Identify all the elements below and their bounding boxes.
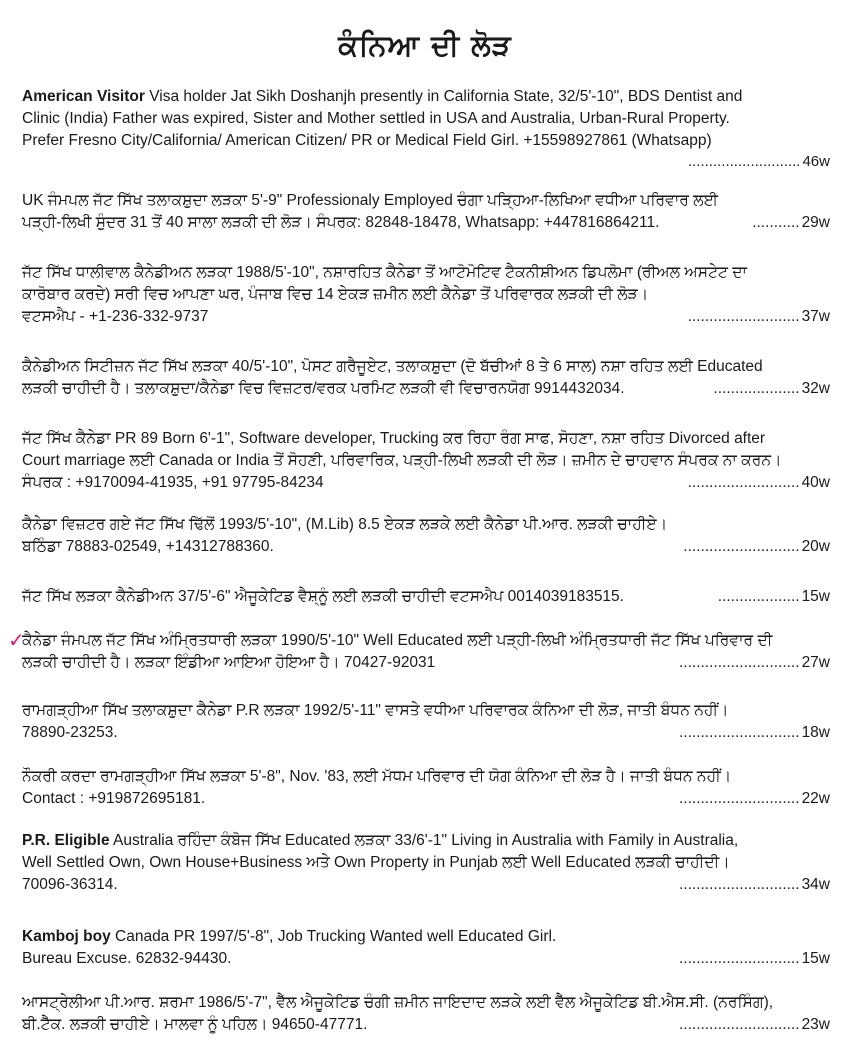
dot-leader: .......................... [687,308,800,325]
classified-ad [22,586,830,608]
ad-text-line: ਕੈਨੇਡੀਅਨ ਸਿਟੀਜ਼ਨ ਜੱਟ ਸਿੱਖ ਲੜਕਾ 40/5'-10", ਪੋਸਟ ਗਰੈਜੂਏਟ, ਤਲਾਕਸ਼ੁਦਾ (ਦੋ ਬੱਚੀਆਂ 8 ਤੇ 6 ਸਾਲ) ਨਸ਼ਾ ਰਹਿਤ ਲਈ Educated [22,358,763,375]
ad-text-line: American Visitor Visa holder Jat Sikh Doshanjh presently in California State, 32/5'-10", BDS Dentist and [22,88,743,105]
ad-text-line: Well Settled Own, Own House+Business ਅਤੇ Own Property in Punjab ਲਈ Well Educated ਲੜਕੀ ਚਾਹੀਦੀ। [22,854,730,871]
dot-leader: ........................... [683,538,800,555]
ad-text-line: ਵਟਸਐਪ - +1-236-332-9737 [22,308,209,325]
dot-leader: ........... [752,214,800,231]
classified-ad [22,830,830,896]
ad-code: 23w [801,1016,830,1033]
classified-ad [22,190,830,234]
ad-code: 15w [801,588,830,605]
classified-ad [8,630,830,674]
dot-leader: ............................ [678,1016,800,1033]
ad-text-line: ਆਸਟ੍ਰੇਲੀਆ ਪੀ.ਆਰ. ਸ਼ਰਮਾ 1986/5'-7", ਵੈੱਲ ਐਜੂਕੇਟਿਡ ਚੰਗੀ ਜ਼ਮੀਨ ਜਾਇਦਾਦ ਲੜਕੇ ਲਈ ਵੈੱਲ ਐਜੂਕੇਟਿਡ ਬੀ.ਐਸ.ਸੀ. (ਨਰਸਿੰਗ), [22,994,774,1011]
checkmark-icon: ✓ [8,630,25,652]
ad-heading: Kamboj boy [22,928,111,945]
ad-text-line: ਲੜਕੀ ਚਾਹੀਦੀ ਹੈ। ਤਲਾਕਸ਼ੁਦਾ/ਕੈਨੇਡਾ ਵਿਚ ਵਿਜ਼ਟਰ/ਵਰਕ ਪਰਮਿਟ ਲੜਕੀ ਵੀ ਵਿਚਾਰਨਯੋਗ 9914432034. [22,380,625,397]
ad-text-line: ਜੱਟ ਸਿੱਖ ਕੈਨੇਡਾ PR 89 Born 6'-1", Software developer, Trucking ਕਰ ਰਿਹਾ ਰੰਗ ਸਾਫ, ਸੋਹਣਾ, ਨਸ਼ਾ ਰਹਿਤ Divorced after [22,430,766,447]
ad-text-line: ਕੈਨੇਡਾ ਵਿਜ਼ਟਰ ਗਏ ਜੱਟ ਸਿੱਖ ਢਿੱਲੋਂ 1993/5'-10", (M.Lib) 8.5 ਏਕੜ ਲੜਕੇ ਲਈ ਕੈਨੇਡਾ ਪੀ.ਆਰ. ਲੜਕੀ ਚਾਹੀਏ। [22,516,668,533]
page-title: ਕੰਨਿਆ ਦੀ ਲੋੜ [338,28,512,62]
ad-text-line: UK ਜੰਮਪਲ ਜੱਟ ਸਿੱਖ ਤਲਾਕਸ਼ੁਦਾ ਲੜਕਾ 5'-9" Professionaly Employed ਚੰਗਾ ਪੜ੍ਹਿਆ-ਲਿਖਿਆ ਵਧੀਆ ਪਰਿਵਾਰ ਲਈ [22,192,719,209]
dot-leader: ........................... [687,153,801,170]
ad-text-line: ਬੀ.ਟੈੱਕ. ਲੜਕੀ ਚਾਹੀਏ। ਮਾਲਵਾ ਨੂੰ ਪਹਿਲ। 94650-47771. [22,1016,368,1033]
ad-text-line: ਰਾਮਗੜ੍ਹੀਆ ਸਿੱਖ ਤਲਾਕਸ਼ੁਦਾ ਕੈਨੇਡਾ P.R ਲੜਕਾ 1992/5'-11" ਵਾਸਤੇ ਵਧੀਆ ਪਰਿਵਾਰਕ ਕੰਨਿਆ ਦੀ ਲੋੜ, ਜਾਤੀ ਬੰਧਨ ਨਹੀਂ। [22,702,729,719]
dot-leader: .......................... [687,474,800,491]
classified-ad [22,700,830,744]
ad-text-line: Bureau Excuse. 62832-94430. [22,950,232,967]
ad-text-line: ਜੱਟ ਸਿੱਖ ਧਾਲੀਵਾਲ ਕੈਨੇਡੀਅਨ ਲੜਕਾ 1988/5'-10", ਨਸ਼ਾਰਹਿਤ ਕੈਨੇਡਾ ਤੋਂ ਆਟੋਮੋਟਿਵ ਟੈਕਨੀਸ਼ੀਅਨ ਡਿਪਲੋਮਾ (ਰੀਅਲ ਅਸਟੇਟ ਦਾ [22,264,747,281]
ad-text-line: ਪੜ੍ਹੀ-ਲਿਖੀ ਸੁੰਦਰ 31 ਤੋਂ 40 ਸਾਲਾ ਲੜਕੀ ਦੀ ਲੋੜ। ਸੰਪਰਕ: 82848-18478, Whatsapp: +447816864211. [22,214,660,231]
classified-ad [22,356,830,400]
ad-text-line: ਕੈਨੇਡਾ ਜੰਮਪਲ ਜੱਟ ਸਿੱਖ ਅੰਮ੍ਰਿਤਧਾਰੀ ਲੜਕਾ 1990/5'-10" Well Educated ਲਈ ਪੜ੍ਹੀ-ਲਿਖੀ ਅੰਮ੍ਰਿਤਧਾਰੀ ਜੱਟ ਸਿੱਖ ਪਰਿਵਾਰ ਦੀ [22,632,773,649]
classified-ad [22,766,830,810]
dot-leader: ............................ [678,724,800,741]
ad-code: 29w [801,214,830,231]
ad-code: 22w [801,790,830,807]
ad-code: 37w [801,308,830,325]
classified-ad [22,514,830,558]
ad-text-line: ਬਠਿੰਡਾ 78883-02549, +14312788360. [22,538,274,555]
ad-text-line: ਨੌਕਰੀ ਕਰਦਾ ਰਾਮਗੜ੍ਹੀਆ ਸਿੱਖ ਲੜਕਾ 5'-8", Nov. '83, ਲਈ ਮੱਧਮ ਪਰਿਵਾਰ ਦੀ ਯੋਗ ਕੰਨਿਆ ਦੀ ਲੋੜ ਹੈ। ਜਾਤੀ ਬੰਧਨ ਨਹੀਂ। [22,768,732,785]
ad-text-line: ਕਾਰੋਬਾਰ ਕਰਦੇ) ਸਰੀ ਵਿਚ ਆਪਣਾ ਘਰ, ਪੰਜਾਬ ਵਿਚ 14 ਏਕੜ ਜ਼ਮੀਨ ਲਈ ਕੈਨੇਡਾ ਤੋਂ ਪਰਿਵਾਰਕ ਲੜਕੀ ਦੀ ਲੋੜ। [22,286,649,303]
ad-text-line: ਸੰਪਰਕ : +9170094-41935, +91 97795-84234 [22,474,324,491]
ad-code: 40w [801,474,830,491]
dot-leader: ............................ [678,876,800,893]
ad-code: 20w [801,538,830,555]
classified-ad [22,428,830,494]
ad-text-line: 70096-36314. [22,876,118,893]
dot-leader: ................... [717,588,800,605]
ad-text-line: ਲੜਕੀ ਚਾਹੀਦੀ ਹੈ। ਲੜਕਾ ਇੰਡੀਆ ਆਇਆ ਹੋਇਆ ਹੈ। 70427-92031 [22,654,436,671]
dot-leader: ............................ [678,790,800,807]
ad-text-line: Court marriage ਲਈ Canada or India ਤੋਂ ਸੋਹਣੀ, ਪਰਿਵਾਰਿਕ, ਪੜ੍ਹੀ-ਲਿਖੀ ਲੜਕੀ ਦੀ ਲੋੜ। ਜ਼ਮੀਨ ਦੇ ਚਾਹਵਾਨ ਸੰਪਰਕ ਨਾ ਕਰਨ। [22,452,782,469]
classified-ad [22,992,830,1036]
ad-heading: American Visitor [22,88,145,105]
ad-code: 15w [801,950,830,967]
ad-text-line: Contact : +919872695181. [22,790,206,807]
ad-code: 34w [801,876,830,893]
ad-code: 32w [801,380,830,397]
ad-text-line: Prefer Fresno City/California/ American Citizen/ PR or Medical Field Girl. +15598927861 (Whatsapp) [22,132,712,149]
dot-leader: .................... [713,380,800,397]
ad-text-line: Kamboj boy Canada PR 1997/5'-8", Job Trucking Wanted well Educated Girl. [22,928,557,945]
ad-text-line: ਜੱਟ ਸਿੱਖ ਲੜਕਾ ਕੈਨੇਡੀਅਨ 37/5'-6" ਐਜੂਕੇਟਿਡ ਵੈਸ਼੍ਨੂੰ ਲਈ ਲੜਕੀ ਚਾਹੀਦੀ ਵਟਸਐਪ 0014039183515. [22,588,624,605]
ad-code: 18w [801,724,830,741]
classified-ad [22,926,830,970]
ad-code: 27w [801,654,830,671]
ad-text-line: 78890-23253. [22,724,118,741]
dot-leader: ............................ [678,654,800,671]
ad-text-line: Clinic (India) Father was expired, Sister and Mother settled in USA and Australia, Urban-Rural Property. [22,110,730,127]
classified-ad [22,86,830,172]
ad-heading: P.R. Eligible [22,832,110,849]
classified-ad [22,262,830,328]
ad-code: 46w [802,153,830,170]
dot-leader: ............................ [678,950,800,967]
ad-text-line: P.R. Eligible Australia ਰਹਿੰਦਾ ਕੰਬੋਜ ਸਿੱਖ Educated ਲੜਕਾ 33/6'-1" Living in Australia with Family in Australia, [22,832,739,849]
